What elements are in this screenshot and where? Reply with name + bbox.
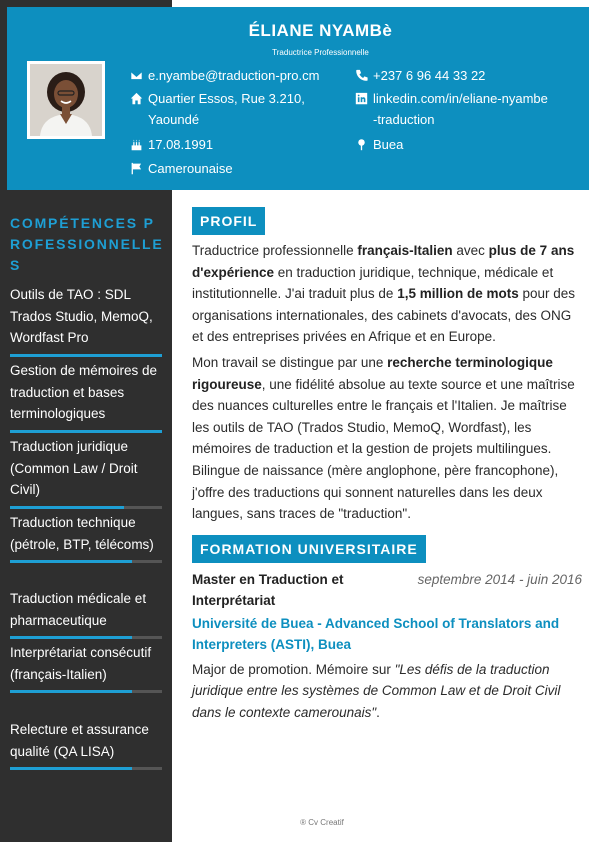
skill-item [10,360,162,433]
skills-section-title: COMPÉTENCES PROFESSIONNELLES [10,215,164,273]
skill-level-fill [10,354,162,357]
skill-label: Interprétariat consécutif (français-Italien) [10,645,152,682]
skill-level-fill [10,506,124,509]
education-desc-prefix: Major de promotion. Mémoire sur [192,661,395,677]
contact-nationality [129,158,233,179]
birthday-cake-icon [129,134,144,155]
school-name: Université de Buea - Advanced School of Translators and Interpreters (ASTI), Buea [192,615,560,653]
skill-level-bar [10,506,162,509]
skill-level-fill [10,560,132,563]
contact-address [129,88,305,130]
skill-label: Traduction juridique (Common Law / Droit Civil) [10,439,138,497]
nationality-text: Camerounaise [148,161,233,176]
linkedin-icon [354,88,369,109]
skill-level-bar [10,560,162,563]
skill-level-bar [10,767,162,770]
contact-birthdate [129,134,213,155]
skill-label: Traduction technique (pétrole, BTP, télécoms) [10,515,154,552]
thesis-title: "Les défis de la traduction juridique entre les systèmes de Common Law et de Droit Civil dans le contexte camerounais" [192,661,561,720]
phone-text: +237 6 96 44 33 22 [373,68,486,83]
profile-photo [27,61,105,139]
skill-level-fill [10,767,132,770]
skill-level-fill [10,636,132,639]
profile-paragraph-1: Traductrice professionnelle français-Italien avec plus de 7 ans d'expérience en traduction juridique, technique, médicale et institutionnelle. J'ai traduit plus de 1,5 million de mots pour des organisations internationales, des cabinets d'avocats, des ONG et des entreprises privées en Afrique et en Europe. [192,243,576,345]
degree-dates: septembre 2014 - juin 2016 [417,571,582,587]
skill-level-bar [10,690,162,693]
education-description [192,659,582,724]
skill-level-bar [10,430,162,433]
education-entry-header [192,569,582,612]
candidate-name: ÉLIANE NYAMBè [248,21,393,40]
linkedin-line-2: -traduction [373,112,435,127]
contact-email[interactable] [129,65,319,86]
job-title: Traductrice Professionnelle [272,48,369,57]
main-content [192,207,582,723]
skill-level-bar [10,636,162,639]
address-line-2: Yaoundé [148,112,200,127]
contact-linkedin[interactable] [354,88,548,130]
phone-icon [354,65,369,86]
portrait-image [30,64,102,136]
education-desc-suffix: . [376,704,380,720]
profile-paragraph-2: Mon travail se distingue par une recherche terminologique rigoureuse, une fidélité absolue au texte source et une maîtrise des nuances culturelles entre le français et l'Italien. Je maîtrise les outils de TAO (Trados Studio, MemoQ, Wordfast), les mémoires de traduction et la gestion de projets multilingues. Bilingue de naissance (mère anglophone, père francophone), j'offre des traductions qui sonnent naturelles dans les deux langues, sans traces de "traduction". [192,354,575,522]
skill-label: Outils de TAO : SDL Trados Studio, MemoQ, Wordfast Pro [10,287,153,345]
contact-location [354,134,403,155]
map-pin-icon [354,134,369,155]
skill-item [10,512,162,563]
skill-item [10,588,162,639]
skill-label: Relecture et assurance qualité (QA LISA) [10,722,149,759]
skill-item [10,436,162,509]
skill-level-bar [10,354,162,357]
address-line-1: Quartier Essos, Rue 3.210, [148,91,305,106]
home-icon [129,88,144,109]
flag-icon [129,158,144,179]
profile-section-title: PROFIL [192,207,265,235]
skill-label: Traduction médicale et pharmaceutique [10,591,147,628]
contact-phone[interactable] [354,65,485,86]
skill-label: Gestion de mémoires de traduction et bases terminologiques [10,363,158,421]
skill-item [10,284,162,357]
location-text: Buea [373,137,404,152]
linkedin-line-1: linkedin.com/in/eliane-nyambe [373,91,548,106]
skill-item [10,642,162,693]
footer-credit: ® Cv Creatif [300,818,344,827]
education-section-title: FORMATION UNIVERSITAIRE [192,535,426,563]
email-text: e.nyambe@traduction-pro.cm [148,68,320,83]
birthdate-text: 17.08.1991 [148,137,214,152]
skill-level-fill [10,690,132,693]
degree-title: Master en Traduction et Interprétariat [192,571,344,609]
skill-item [10,719,162,770]
header [7,7,589,190]
skill-level-fill [10,430,162,433]
envelope-icon [129,65,144,86]
